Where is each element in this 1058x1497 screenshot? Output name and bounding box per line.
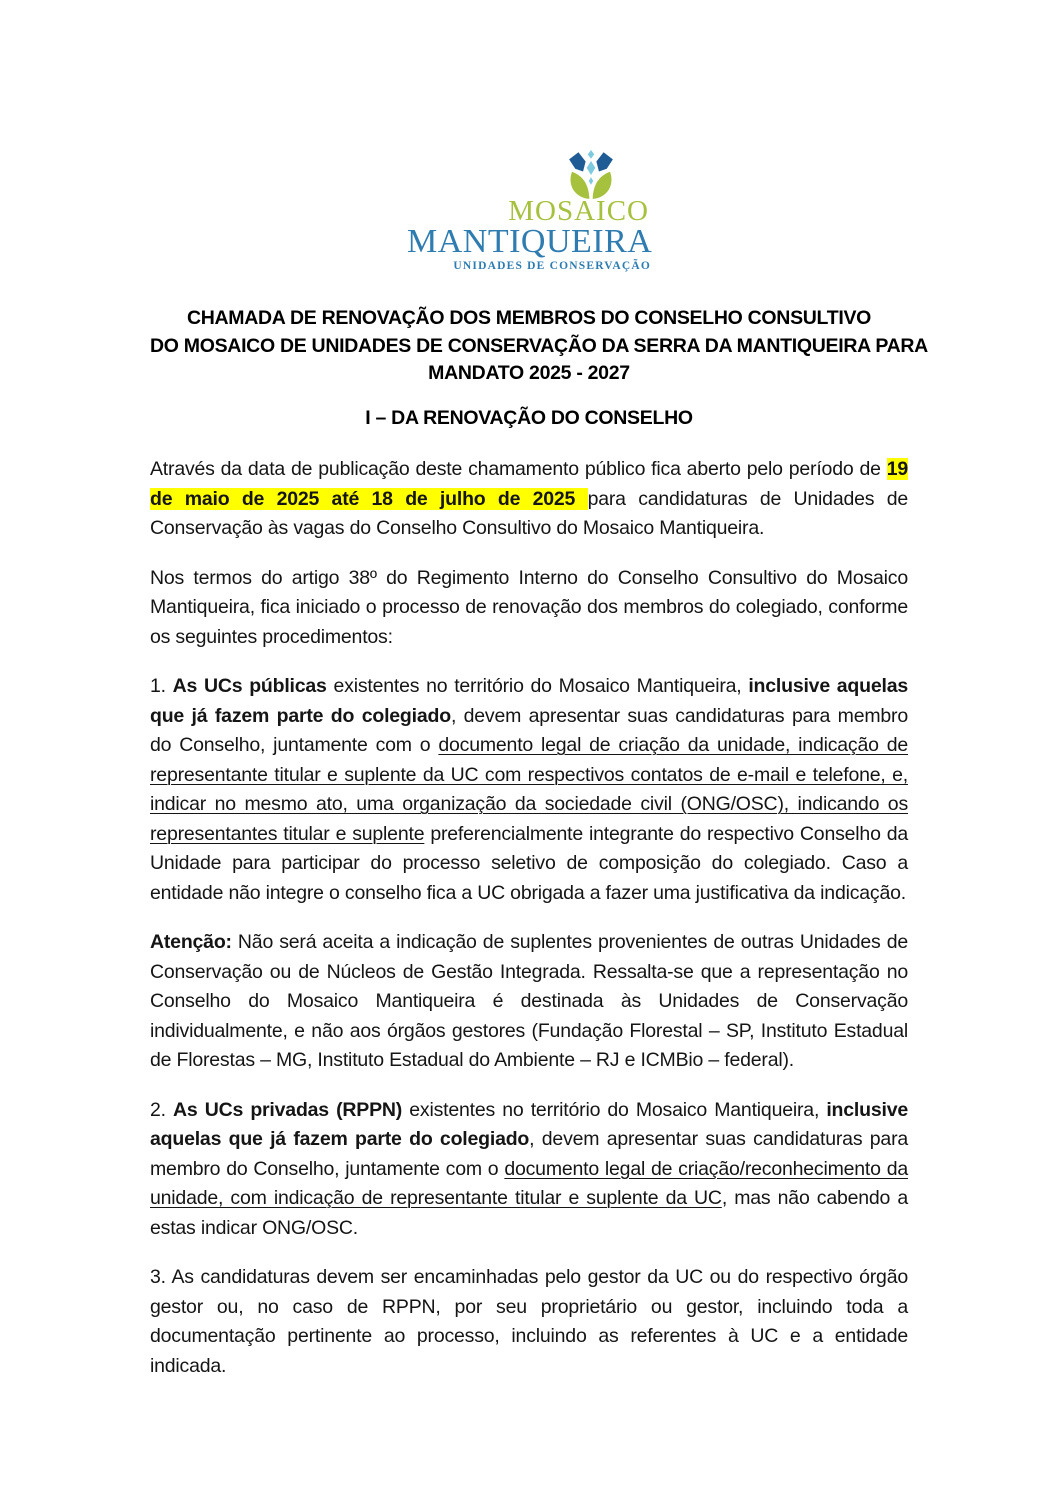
paragraph-atencao [150,928,908,1076]
text-run: 19 de maio de 2025 até 18 de julho de 2025 [150,458,908,510]
document-title-line: CHAMADA DE RENOVAÇÃO DOS MEMBROS DO CONSELHO CONSULTIVO [186,307,872,329]
text-run: , devem apresentar suas candidaturas para membro do Conselho, juntamente com o [150,1128,909,1180]
text-run: Atenção: [150,931,232,953]
text-run: existentes no território do Mosaico Mantiqueira, [326,675,749,697]
text-run: 1. [150,675,173,697]
text-run: 2. [150,1098,174,1121]
flower-diamonds [587,150,596,185]
text-run: documento legal de criação da unidade, indicação de representante titular e suplente da UC com respectivos contatos de e-mail e telefone, e, indicar no mesmo ato, uma organização da sociedade civil (ONG/OSC), indicando os representantes titular e suplente [150,734,908,845]
text-run: As UCs privadas (RPPN) [173,1098,403,1121]
text-run: para candidaturas de Unidades de Conservação às vagas do Conselho Consultivo do Mosaico Mantiqueira. [150,487,908,539]
text-run: 3. As candidaturas devem ser encaminhadas pelo gestor da UC ou do respectivo órgão gestor ou, no caso de RPPN, por seu proprietário ou gestor, incluindo toda a documentação pertinente ao processo, incluindo as referentes à UC e a entidade indicada. [150,1266,908,1377]
text-run: existentes no território do Mosaico Mantiqueira, [402,1098,827,1121]
logo-tagline: UNIDADES DE CONSERVAÇÃO [453,260,651,272]
paragraph-regimento-interno [150,564,908,653]
text-run: As UCs públicas [172,675,327,697]
text-run: inclusive aquelas que já fazem parte do colegiado [150,1098,908,1150]
paragraph-item-2-ucs-privadas [150,1096,908,1244]
mosaico-mantiqueira-logo [407,150,651,273]
logo-title-mosaico: MOSAICO [508,195,649,227]
text-run: inclusive aquelas que já fazem parte do colegiado [150,675,908,727]
logo-title-mantiqueira: MANTIQUEIRA [407,223,653,260]
section-heading: I – DA RENOVAÇÃO DO CONSELHO [365,406,693,429]
document-title-line: DO MOSAICO DE UNIDADES DE CONSERVAÇÃO DA SERRA DA MANTIQUEIRA PARA [150,334,928,357]
text-run: documento legal de criação/reconhecimento da unidade, com indicação de representante titular e suplente da UC [150,1157,908,1209]
mosaico-flower-icon [563,150,619,200]
document-title-line: MANDATO 2025 - 2027 [428,362,630,384]
document-title [150,305,928,388]
paragraph-opening-period [150,455,908,544]
paragraph-item-1-ucs-publicas [150,672,908,908]
text-run: Através da data de publicação deste chamamento público fica aberto pelo período de [150,458,887,480]
text-run: , mas não cabendo a estas indicar ONG/OSC. [150,1187,909,1239]
document-body [150,455,908,1381]
text-run: preferencialmente integrante do respectivo Conselho da Unidade para participar do processo seletivo de composição do colegiado. Caso a entidade não integre o conselho fica a UC obrigada a fazer uma justificativa da indicação. [150,822,908,904]
text-run: Não será aceita a indicação de suplentes provenientes de outras Unidades de Conservação ou de Núcleos de Gestão Integrada. Ressalta-se que a representação no Conselho do Mosaico Mantiqueira é destinada às Unidades de Conservação individualmente, e não aos órgãos gestores (Fundação Florestal – SP, Instituto Estadual de Florestas – MG, Instituto Estadual do Ambiente – RJ e ICMBio – federal). [150,931,908,1071]
paragraph-item-3-encaminhamento [150,1263,908,1381]
text-run: Nos termos do artigo 38º do Regimento Interno do Conselho Consultivo do Mosaico Mantiqueira, fica iniciado o processo de renovação dos membros do colegiado, conforme os seguintes procedimentos: [150,566,908,648]
text-run: , devem apresentar suas candidaturas para membro do Conselho, juntamente com o [150,704,908,756]
